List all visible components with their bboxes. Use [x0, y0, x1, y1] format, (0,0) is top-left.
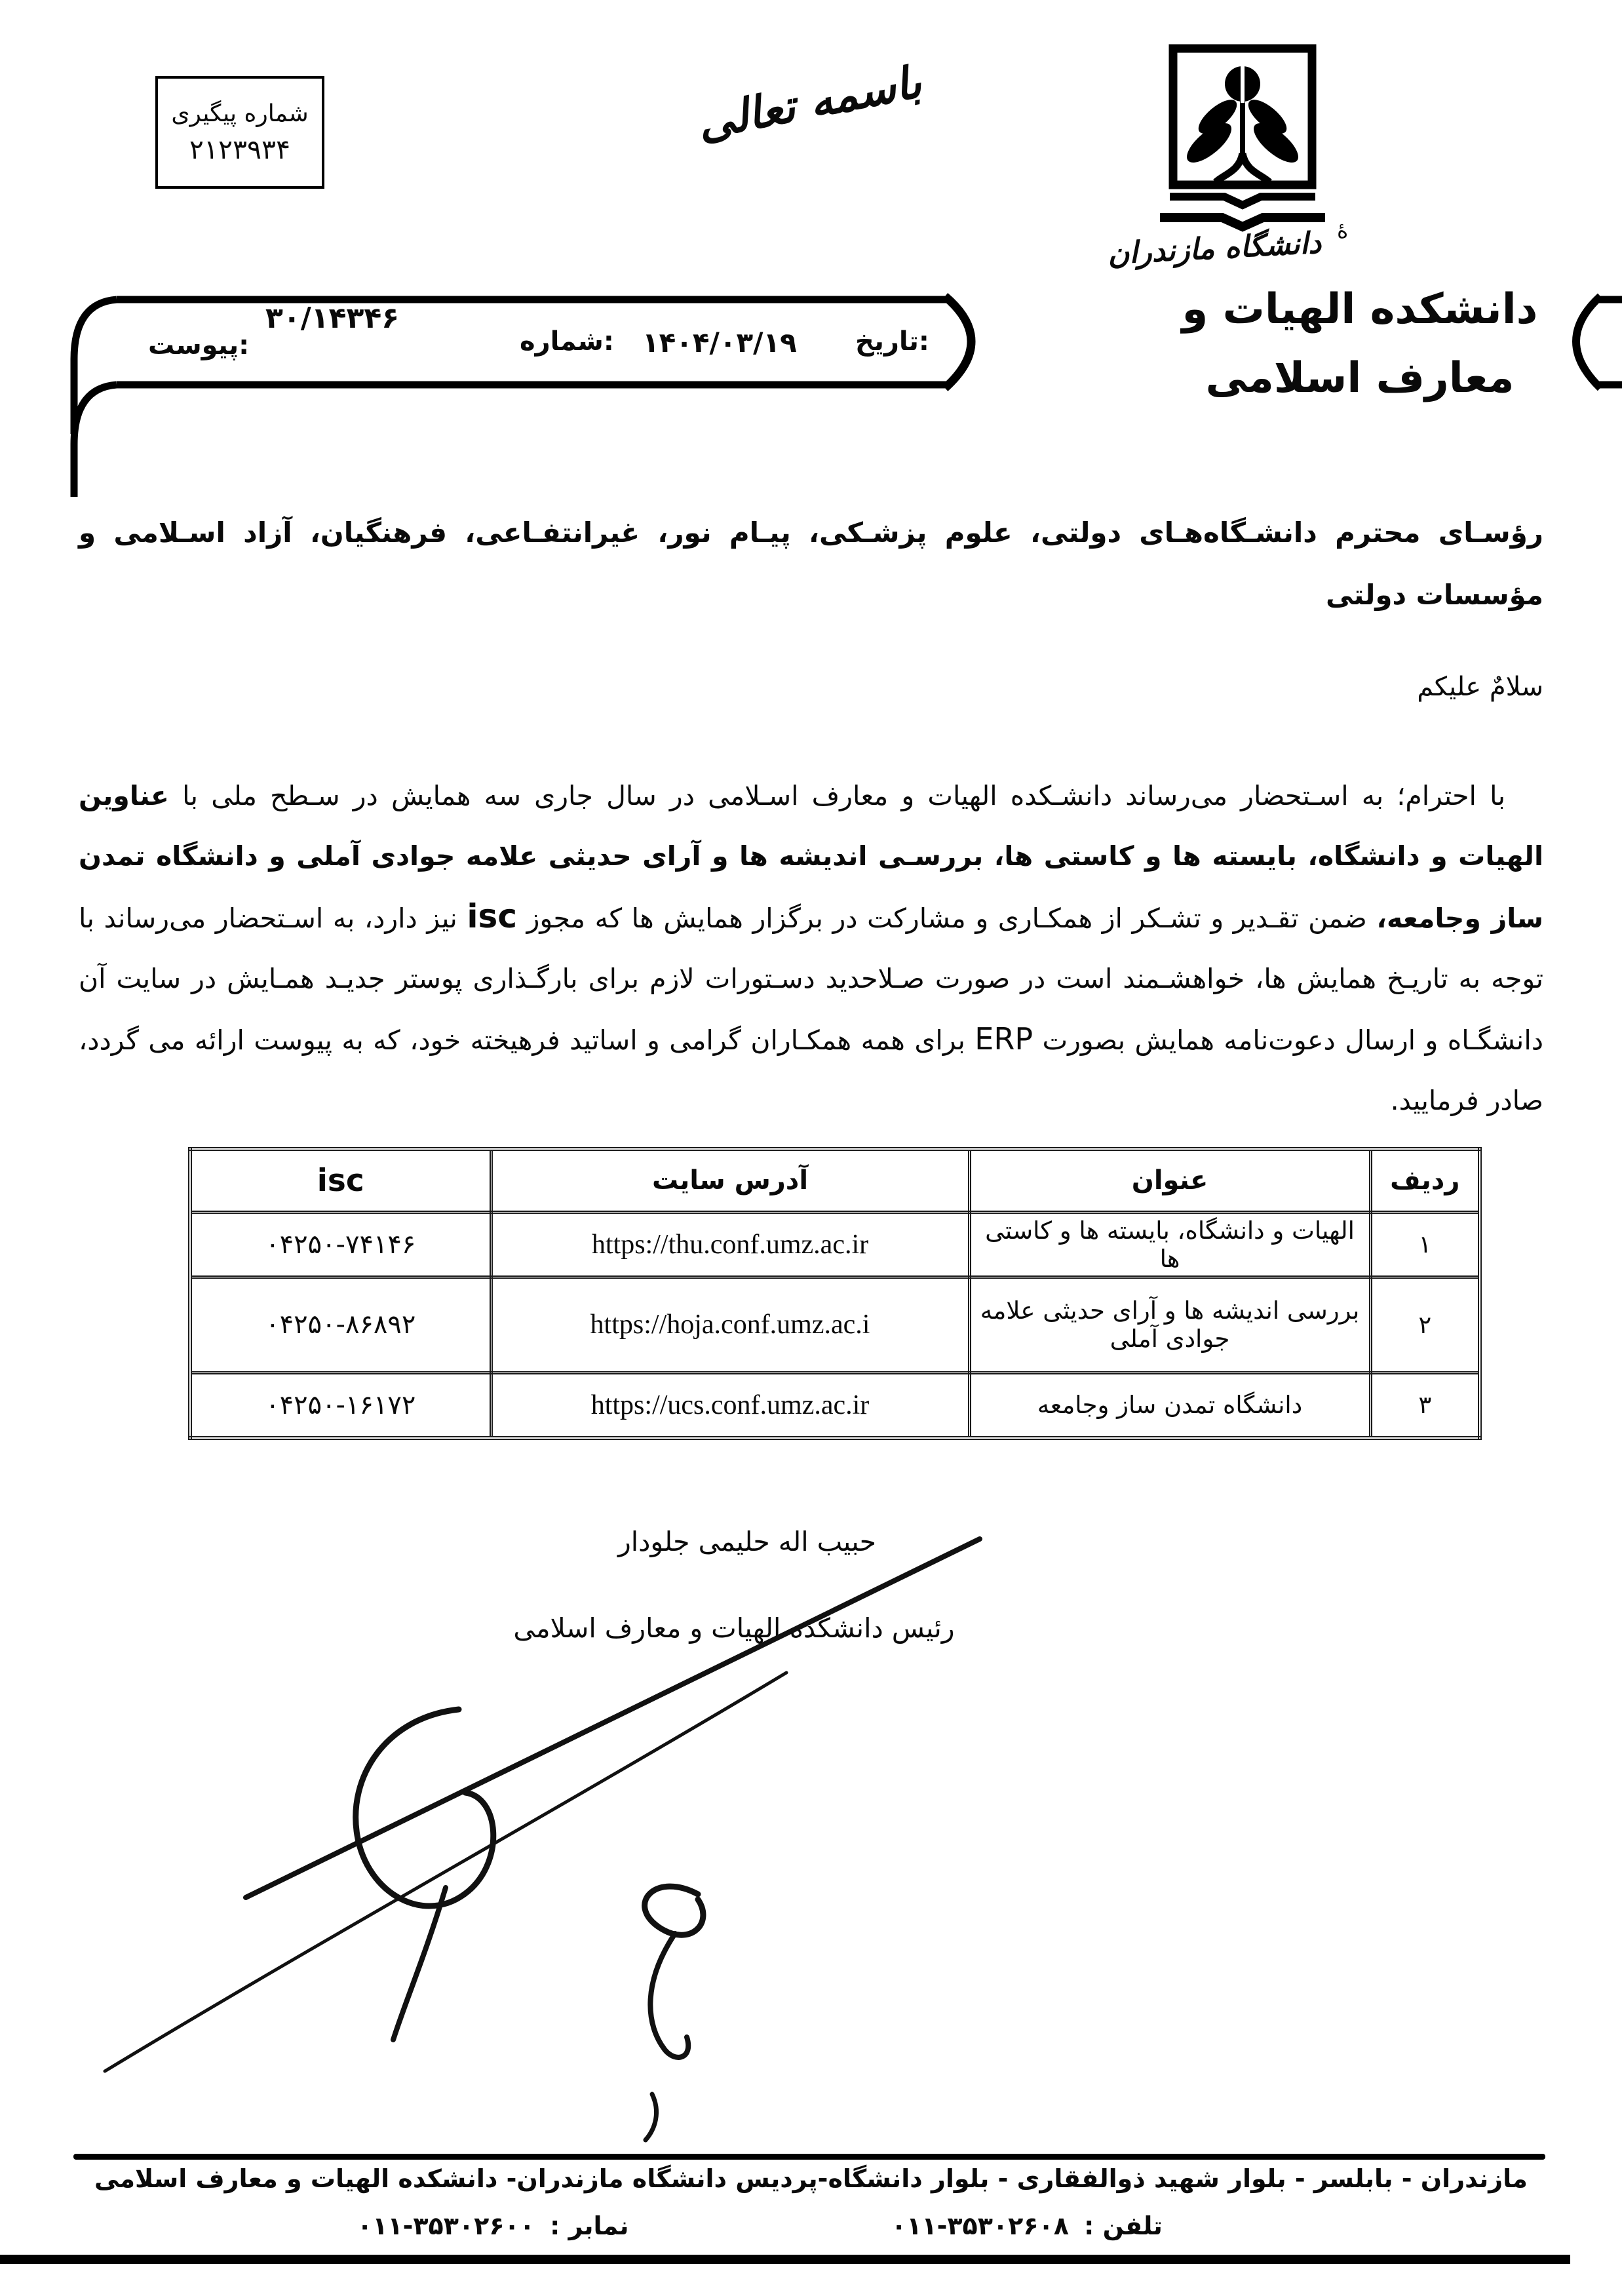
phone-number: ۰۱۱-۳۵۳۰۲۶۰۸ [891, 2211, 1069, 2240]
conference-url: https://hoja.conf.umz.ac.i [590, 1310, 870, 1340]
paragraph-segment-bold: عناوین الهیات و دانشگاه، بایسته ها و کاستی ها، بررسـی اندیشه ها و آرای حدیثی علامه جوادی آملی و دانشگاه تمدن ساز وجامعه، [79, 780, 1543, 934]
conference-url: https://thu.conf.umz.ac.ir [591, 1229, 869, 1260]
table-row [190, 1372, 1480, 1438]
tracking-number: ۲۱۲۳۹۳۴ [189, 133, 291, 165]
phone-label: تلفن : [1084, 2211, 1163, 2240]
table-row [190, 1277, 1480, 1372]
cell-isc [190, 1372, 491, 1438]
bismillah-calligraphy: باسمه تعالی [693, 56, 926, 151]
cell-title: دانشگاه تمدن ساز وجامعه [969, 1372, 1370, 1438]
fax-number: ۰۱۱-۳۵۳۰۲۶۰۰ [357, 2211, 535, 2240]
cell-isc [190, 1212, 491, 1277]
isc-acronym: isc [467, 897, 517, 935]
signer-name: حبیب اله حلیمی جلودار [617, 1526, 877, 1557]
addressees-paragraph: رؤسـای محترم دانشـگاه‌هـای دولتی، علوم پزشـکی، پیـام نور، غیرانتفـاعی، فرهنگیان، آزاد اسـلامی و مؤسسات دولتی [79, 516, 1543, 611]
col-header-isc: isc [190, 1149, 491, 1212]
footer-address: مازندران - بابلسر - بلوار شهید ذوالفقاری - بلوار دانشگاه-پردیس دانشگاه مازندران- دانشکده الهیات و معارف اسلامی [94, 2164, 1528, 2193]
main-paragraph [79, 766, 1543, 1131]
attachment-label: پیوست: [148, 330, 250, 360]
footer-divider-top [73, 2154, 1545, 2160]
cell-url [491, 1277, 969, 1372]
cell-title: الهیات و دانشگاه، بایسته ها و کاستی ها [969, 1212, 1370, 1277]
faculty-title-line2: معارف اسلامی [1205, 354, 1515, 402]
paragraph-segment: با احترام؛ به اسـتحضار می‌رساند دانشـکده الهیات و معارف اسـلامی در سال جاری سه همایش در سـطح ملی با [168, 780, 1505, 811]
table-header-row [190, 1149, 1480, 1212]
hamza-mark: ۀ [1337, 218, 1349, 243]
cell-radif: ۲ [1370, 1277, 1480, 1372]
faculty-title-line1: دانشکده الهیات و [1182, 285, 1538, 334]
greeting-line: سلامٌ علیکم [1417, 672, 1543, 702]
footer-fax [351, 2211, 629, 2240]
letter-number-value: ۳۰/۱۴۳۴۶ [265, 302, 400, 335]
date-label: تاریخ: [855, 326, 929, 357]
cell-radif: ۳ [1370, 1372, 1480, 1438]
table-row [190, 1212, 1480, 1277]
col-header-url: آدرس سایت [491, 1149, 969, 1212]
signer-title: رئیس دانشکده الهیات و معارف اسلامی [513, 1612, 955, 1644]
fax-label: نمابر : [550, 2211, 629, 2240]
university-name: دانشگاه مازندران [1106, 225, 1323, 271]
cell-title: بررسی اندیشه ها و آرای حدیثی علامه جوادی آملی [969, 1277, 1370, 1372]
footer-divider-bottom [0, 2255, 1570, 2264]
paragraph-segment: برای همه همکـاران گرامی و اساتید فرهیخته خود، که به پیوست ارائه می گردد، صادر فرمایید. [79, 1024, 1543, 1116]
footer-phone [885, 2211, 1163, 2240]
conferences-table [188, 1147, 1482, 1440]
paragraph-segment: ضمن تقـدیر و تشـکر از همکـاری و مشارکت در برگزار همایش ها که مجوز [516, 903, 1377, 934]
cell-isc [190, 1277, 491, 1372]
col-header-title: عنوان [969, 1149, 1370, 1212]
isc-code: ۰۴۲۵۰-۷۴۱۴۶ [265, 1229, 416, 1260]
conference-url: https://ucs.conf.umz.ac.ir [590, 1390, 870, 1420]
handwritten-signature [59, 1501, 1055, 2143]
isc-code: ۰۴۲۵۰-۱۶۱۷۲ [265, 1390, 416, 1420]
tracking-label: شماره پیگیری [171, 100, 309, 127]
date-value: ۱۴۰۴/۰۳/۱۹ [642, 326, 797, 359]
cell-radif: ۱ [1370, 1212, 1480, 1277]
number-label: شماره: [520, 326, 614, 357]
erp-acronym: ERP [975, 1021, 1033, 1057]
isc-code: ۰۴۲۵۰-۸۶۸۹۲ [265, 1310, 416, 1340]
col-header-radif: ردیف [1370, 1149, 1480, 1212]
cell-url [491, 1372, 969, 1438]
paragraph-segment: نیز دارد، به اسـتحضار می‌رساند با توجه به تاریـخ همایش ها، خواهشـمند است در صورت صـلاحدید دسـتورات لازم برای بارگـذاری پوستر جدیـد همـایش در سایت آن دانشگـاه و ارسال دعوت‌نامه همایش بصورت [79, 903, 1543, 1056]
cell-url [491, 1212, 969, 1277]
